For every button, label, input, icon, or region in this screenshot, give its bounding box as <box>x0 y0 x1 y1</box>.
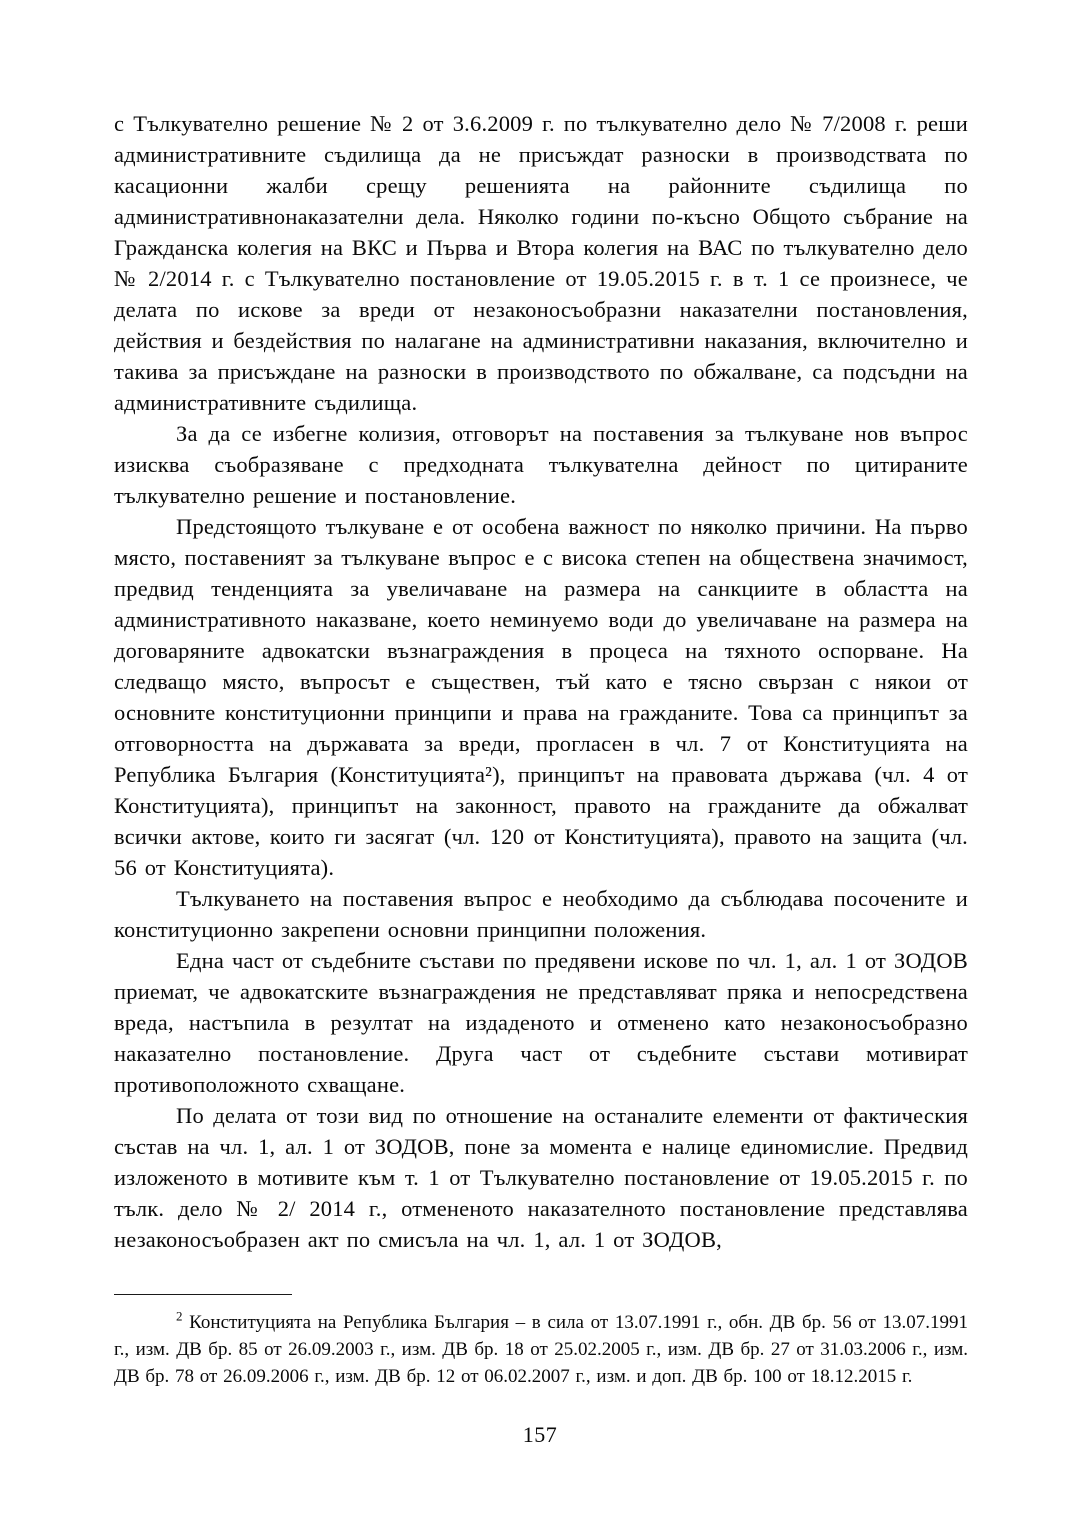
paragraph: Тълкуването на поставения въпрос е необходимо да съблюдава посочените и конституционно закрепени основни принципни положения. <box>114 886 968 942</box>
footnote <box>114 1309 968 1390</box>
page-number: 157 <box>522 1422 558 1447</box>
footnote-text: Конституцията на Република България – в сила от 13.07.1991 г., обн. ДВ бр. 56 от 13.07.1991 г., изм. ДВ бр. 85 от 26.09.2003 г., изм. ДВ бр. 18 от 25.02.2005 г., изм. ДВ бр. 27 от 31.03.2006 г., изм. ДВ бр. 78 от 26.09.2006 г., изм. ДВ бр. 12 от 06.02.2007 г., изм. и доп. ДВ бр. 100 от 18.12.2015 г. <box>114 1312 968 1387</box>
paragraph: Една част от съдебните състави по предявени искове по чл. 1, ал. 1 от ЗОДОВ приемат, че адвокатските възнаграждения не представляват пряка и непосредствена вреда, настъпила в резултат на издаденото и отменено като незаконосъобразно наказателно постановление. Друга част от съдебните състави мотивират противоположното схващане. <box>114 948 968 1097</box>
paragraph: Предстоящото тълкуване е от особена важност по няколко причини. На първо място, поставеният за тълкуване въпрос е с висока степен на обществена значимост, предвид тенденцията за увеличаване на размера на санкциите в областта на административното наказване, което неминуемо води до увеличаване на размера на договаряните адвокатски възнаграждения в процеса на тяхното оспорване. На следващо място, въпросът е съществен, тъй като е тясно свързан с някои от основните конституционни принципи и права на гражданите. Това са принципът за отговорността на държавата за вреди, прогласен в чл. 7 от Конституцията на Република България (Конституцията²), принципът на правовата държава (чл. 4 от Конституцията), принципът на законност, правото на гражданите да обжалват всички актове, които ги засягат (чл. 120 от Конституцията), правото на защита (чл. 56 от Конституцията). <box>114 514 968 880</box>
paragraph: с Тълкувателно решение № 2 от 3.6.2009 г. по тълкувателно дело № 7/2008 г. реши административните съдилища да не присъждат разноски в производствата по касационни жалби срещу решенията на районните съдилища по административнонаказателни дела. Няколко години по-късно Общото събрание на Гражданска колегия на ВКС и Първа и Втора колегия на ВАС по тълкувателно дело № 2/2014 г. с Тълкувателно постановление от 19.05.2015 г. в т. 1 се произнесе, че делата по искове за вреди от незаконосъобразни наказателни постановления, действия и бездействия по налагане на административни наказания, включително и такива за присъждане на разноски в производството по обжалване, са подсъдни на административните съдилища. <box>114 111 968 415</box>
footnote-marker: 2 <box>176 1308 183 1324</box>
footnote-separator <box>114 1294 292 1295</box>
footnote-section <box>114 1294 968 1390</box>
paragraph: За да се избегне колизия, отговорът на поставения за тълкуване нов въпрос изисква съобразяване с предходната тълкувателна дейност по цитираните тълкувателно решение и постановление. <box>114 421 968 508</box>
paragraph: По делата от този вид по отношение на останалите елементи от фактическия състав на чл. 1, ал. 1 от ЗОДОВ, поне за момента е налице единомислие. Предвид изложеното в мотивите към т. 1 от Тълкувателно постановление от 19.05.2015 г. по тълк. дело № 2/ 2014 г., отмененото наказателното постановление представлява незаконосъобразен акт по смисъла на чл. 1, ал. 1 от ЗОДОВ, <box>114 1103 968 1252</box>
body-text <box>114 108 968 1255</box>
